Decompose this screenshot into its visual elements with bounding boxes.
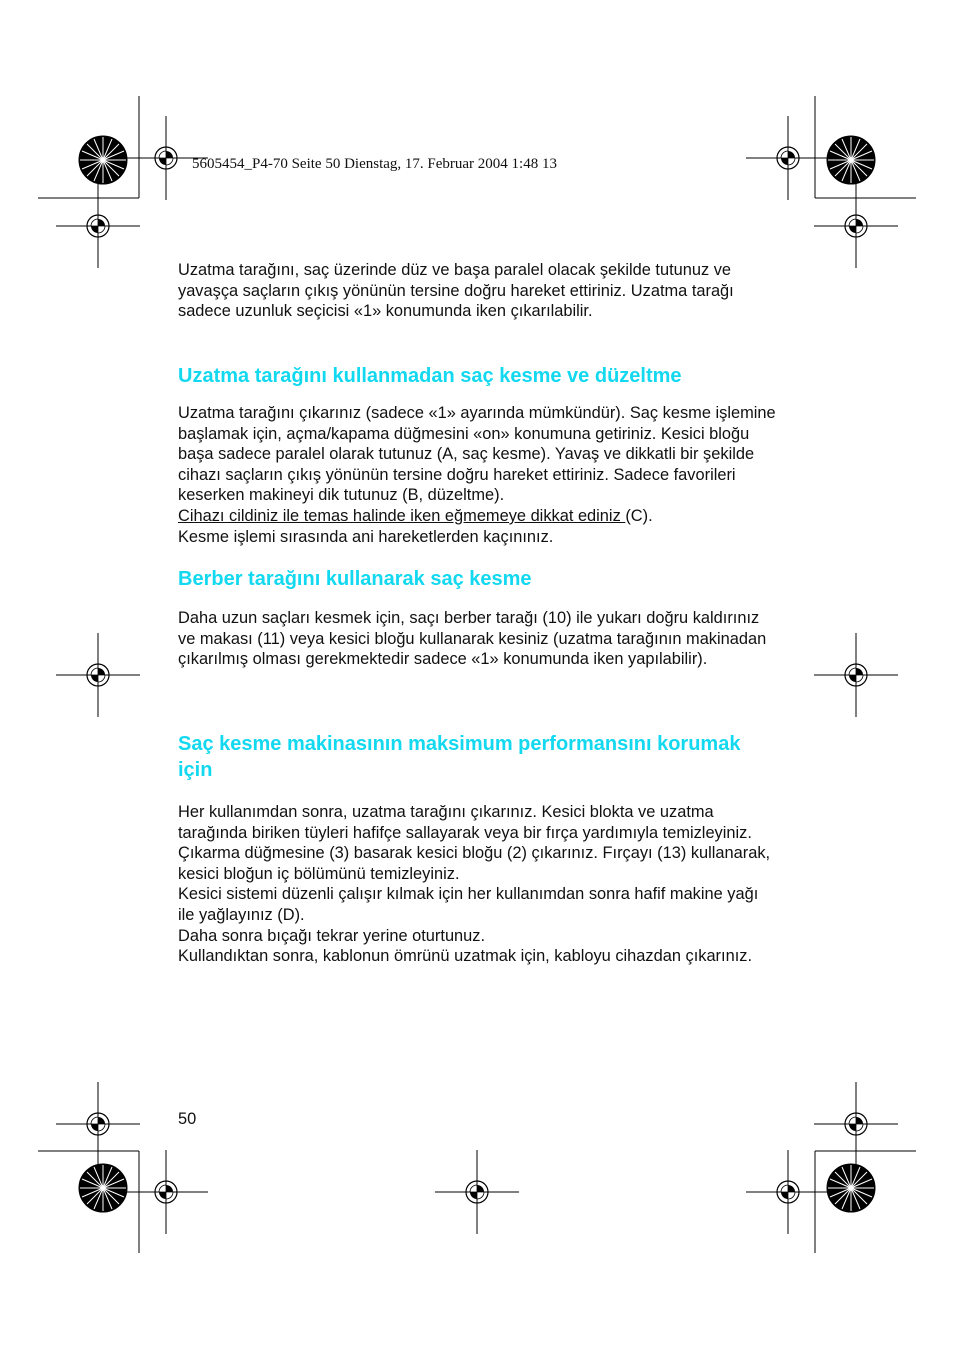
caution-reference: (C). (625, 506, 653, 525)
maintenance-line: Çıkarma düğmesine (3) basarak kesici bloğu (2) çıkarınız. Fırçayı (13) kullanarak, kesici bloğun iç bölümünü temizleyiniz. (178, 844, 771, 883)
section-cutting-without-comb-last: Kesme işlemi sırasında ani hareketlerden kaçınınız. (178, 527, 554, 546)
maintenance-line: Her kullanımdan sonra, uzatma tarağını çıkarınız. Kesici blokta ve uzatma tarağında biriken tüyleri hafifçe sallayarak veya bir fırça yardımıyla temizleyiniz. (178, 803, 752, 842)
maintenance-line: Kullandıktan sonra, kablonun ömrünü uzatmak için, kabloyu cihazdan çıkarınız. (178, 947, 752, 966)
page-number: 50 (178, 1110, 197, 1128)
section-cutting-without-comb-body (178, 403, 778, 547)
section-cutting-without-comb-text: Uzatma tarağını çıkarınız (sadece «1» ayarında mümkündür). Saç kesme işlemine başlamak için, açma/kapama düğmesini «on» konumuna getiriniz. Kesici bloğu başa sadece paralel olarak tutunuz (A, saç kesme). Yavaş ve dikkatli bir şekilde cihazı saçların çıkış yönünün tersine doğru hareket ettiriniz. Sadece favorileri keserken makineyi dik tutunuz (B, düzeltme). (178, 404, 776, 505)
maintenance-line: Daha sonra bıçağı tekrar yerine oturtunuz. (178, 926, 486, 945)
print-slug-line: 5605454_P4-70 Seite 50 Dienstag, 17. Februar 2004 1:48 13 (192, 156, 557, 172)
section-barber-comb-text: Daha uzun saçları kesmek için, saçı berber tarağı (10) ile yukarı doğru kaldırınız ve makası (11) veya kesici bloğu kullanarak kesiniz (uzatma tarağının makinadan çıkarılmış olması gerekmektedir sadece «1» konumunda iken yapılabilir). (178, 609, 767, 669)
section-heading-cutting-without-comb: Uzatma tarağını kullanmadan saç kesme ve düzeltme (178, 365, 682, 387)
caution-line (178, 506, 778, 527)
maintenance-line: Kesici sistemi düzenli çalışır kılmak için her kullanımdan sonra hafif makine yağı ile yağlayınız (D). (178, 885, 759, 924)
section-maintenance-body (178, 802, 778, 967)
section-heading-maintenance: Saç kesme makinasının maksimum performansını korumak için (178, 733, 741, 781)
caution-underlined-text: Cihazı cildiniz ile temas halinde iken eğmemeye dikkat ediniz (178, 506, 626, 525)
intro-paragraph: Uzatma tarağını, saç üzerinde düz ve başa paralel olacak şekilde tutunuz ve yavaşça saçların çıkış yönünün tersine doğru hareket ettiriniz. Uzatma tarağı sadece uzunluk seçicisi «1» konumunda iken çıkarılabilir. (178, 261, 734, 321)
section-heading-barber-comb: Berber tarağını kullanarak saç kesme (178, 568, 532, 590)
